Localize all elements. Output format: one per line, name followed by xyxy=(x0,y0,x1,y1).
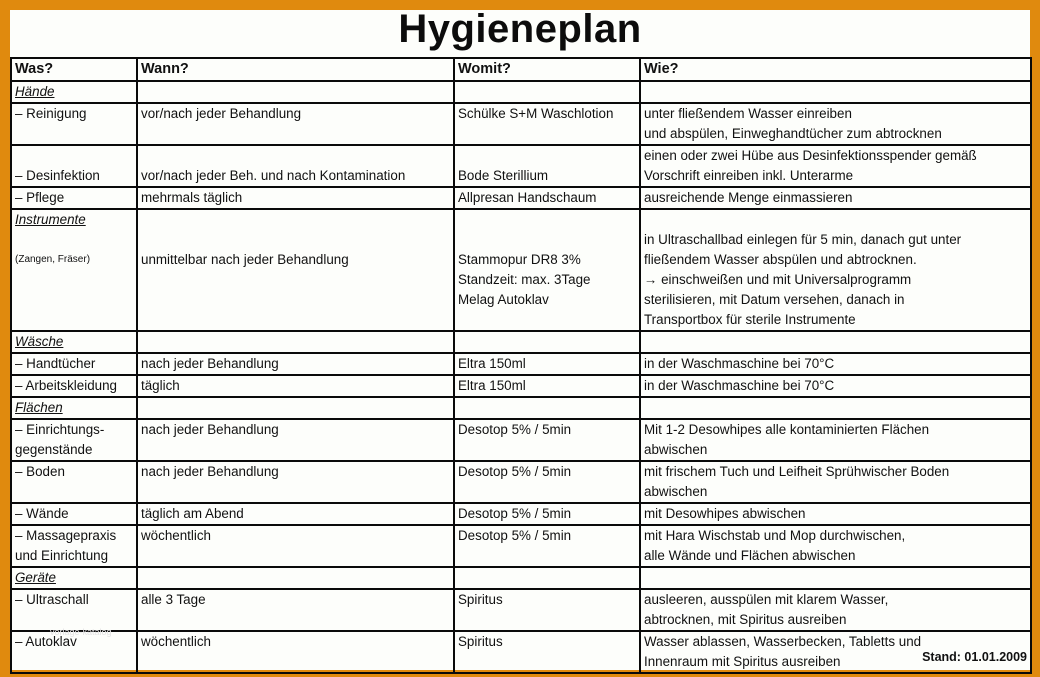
wann-cell: täglich xyxy=(137,375,454,397)
womit-line: Stammopur DR8 3% xyxy=(458,252,581,267)
was-cell: – Handtücher xyxy=(11,353,137,375)
spacer xyxy=(644,210,1027,230)
wie-line: mit frischem Tuch und Leifheit Sprühwischer Boden xyxy=(644,464,950,479)
womit-cell: Allpresan Handschaum xyxy=(454,187,640,209)
category-label: Wäsche xyxy=(11,331,137,353)
category-subnote: (Zangen, Fräser) xyxy=(15,254,91,265)
table-row xyxy=(11,187,1031,209)
wie-cell xyxy=(640,589,1031,631)
category-label: Instrumente xyxy=(15,212,86,227)
stand-date: Stand: 01.01.2009 xyxy=(922,650,1027,664)
header-womit: Womit? xyxy=(454,58,640,81)
womit-cell xyxy=(454,209,640,331)
was-cell: – Reinigung xyxy=(11,103,137,145)
was-cell: – Boden xyxy=(11,461,137,503)
empty-cell xyxy=(454,81,640,103)
wann-cell: nach jeder Behandlung xyxy=(137,419,454,461)
was-line: und Einrichtung xyxy=(15,548,109,563)
empty-cell xyxy=(137,331,454,353)
empty-cell xyxy=(137,397,454,419)
table-row xyxy=(11,375,1031,397)
table-row xyxy=(11,145,1031,187)
wie-line: Wasser ablassen, Wasserbecken, Tabletts und xyxy=(644,634,922,649)
womit-cell: Schülke S+M Waschlotion xyxy=(454,103,640,145)
wie-line: → einschweißen und mit Universalprogramm xyxy=(644,272,912,287)
womit-cell: Eltra 150ml xyxy=(454,353,640,375)
was-cell: – Wände xyxy=(11,503,137,525)
table-header-row xyxy=(11,58,1031,81)
wie-cell xyxy=(640,145,1031,187)
wann-cell: vor/nach jeder Beh. und nach Kontamination xyxy=(137,145,454,187)
wie-line: in Ultraschallbad einlegen für 5 min, danach gut unter xyxy=(644,232,962,247)
category-row-geraete xyxy=(11,567,1031,589)
table-row xyxy=(11,631,1031,673)
womit-cell: Bode Sterillium xyxy=(454,145,640,187)
womit-cell: Spiritus xyxy=(454,631,640,673)
table-row xyxy=(11,503,1031,525)
table-row xyxy=(11,461,1031,503)
womit-cell: Desotop 5% / 5min xyxy=(454,525,640,567)
hygiene-plan-sheet xyxy=(10,7,1030,670)
was-cell: – Ultraschall xyxy=(11,589,137,631)
womit-cell: Eltra 150ml xyxy=(454,375,640,397)
wie-line: und abspülen, Einweghandtücher zum abtrocknen xyxy=(644,126,942,141)
table-row xyxy=(11,353,1031,375)
was-line: gegenstände xyxy=(15,442,93,457)
wie-cell xyxy=(640,525,1031,567)
womit-line: Standzeit: max. 3Tage xyxy=(458,272,591,287)
was-cell xyxy=(11,419,137,461)
header-wann: Wann? xyxy=(137,58,454,81)
was-cell: – Autoklav xyxy=(11,631,137,673)
wie-cell: in der Waschmaschine bei 70°C xyxy=(640,375,1031,397)
wann-cell xyxy=(137,209,454,331)
empty-cell xyxy=(640,397,1031,419)
womit-cell: Desotop 5% / 5min xyxy=(454,503,640,525)
wann-cell: nach jeder Behandlung xyxy=(137,461,454,503)
womit-cell: Desotop 5% / 5min xyxy=(454,419,640,461)
womit-cell: Desotop 5% / 5min xyxy=(454,461,640,503)
wie-line: einen oder zwei Hübe aus Desinfektionsspender gemäß xyxy=(644,148,977,163)
wie-cell xyxy=(640,103,1031,145)
table-row xyxy=(11,103,1031,145)
was-cell: – Desinfektion xyxy=(11,145,137,187)
womit-line: Melag Autoklav xyxy=(458,292,549,307)
wann-cell: vor/nach jeder Behandlung xyxy=(137,103,454,145)
wie-cell xyxy=(640,419,1031,461)
wie-line: abtrocknen, mit Spiritus ausreiben xyxy=(644,612,847,627)
wann-cell: wöchentlich xyxy=(137,525,454,567)
wie-line: ausleeren, ausspülen mit klarem Wasser, xyxy=(644,592,889,607)
was-cell xyxy=(11,209,137,331)
womit-cell: Spiritus xyxy=(454,589,640,631)
wann-cell: mehrmals täglich xyxy=(137,187,454,209)
header-wie: Wie? xyxy=(640,58,1031,81)
table-row-instrumente xyxy=(11,209,1031,331)
wie-line: abwischen xyxy=(644,484,708,499)
wie-line: sterilisieren, mit Datum versehen, danach in xyxy=(644,292,905,307)
watermark-text: vorlage-katalog xyxy=(50,627,112,637)
header-was: Was? xyxy=(11,58,137,81)
table-row xyxy=(11,525,1031,567)
wie-line: Vorschrift einreiben inkl. Unterarme xyxy=(644,168,854,183)
empty-cell xyxy=(137,567,454,589)
category-row-flaechen xyxy=(11,397,1031,419)
empty-cell xyxy=(640,331,1031,353)
wie-cell xyxy=(640,209,1031,331)
wann-cell: alle 3 Tage xyxy=(137,589,454,631)
wie-line: unter fließendem Wasser einreiben xyxy=(644,106,852,121)
empty-cell xyxy=(454,397,640,419)
wann-cell: täglich am Abend xyxy=(137,503,454,525)
category-row-waesche xyxy=(11,331,1031,353)
was-cell xyxy=(11,525,137,567)
document-title: Hygieneplan xyxy=(398,7,642,51)
wie-line: Transportbox für sterile Instrumente xyxy=(644,312,856,327)
empty-cell xyxy=(640,81,1031,103)
empty-cell xyxy=(454,567,640,589)
wie-cell: in der Waschmaschine bei 70°C xyxy=(640,353,1031,375)
category-label: Geräte xyxy=(11,567,137,589)
was-line: – Massagepraxis xyxy=(15,528,117,543)
was-line: – Einrichtungs- xyxy=(15,422,105,437)
wie-cell: mit Desowhipes abwischen xyxy=(640,503,1031,525)
wann-text: unmittelbar nach jeder Behandlung xyxy=(141,252,349,267)
wie-line: fließendem Wasser abspülen und abtrocknen. xyxy=(644,252,917,267)
wie-line: Innenraum mit Spiritus ausreiben xyxy=(644,654,841,669)
wie-line: Mit 1-2 Desowhipes alle kontaminierten Flächen xyxy=(644,422,930,437)
was-cell: – Arbeitskleidung xyxy=(11,375,137,397)
category-label: Flächen xyxy=(11,397,137,419)
wie-line: mit Hara Wischstab und Mop durchwischen, xyxy=(644,528,906,543)
empty-cell xyxy=(640,567,1031,589)
empty-cell xyxy=(137,81,454,103)
empty-cell xyxy=(454,331,640,353)
wie-cell: ausreichende Menge einmassieren xyxy=(640,187,1031,209)
wann-cell: wöchentlich xyxy=(137,631,454,673)
spacer xyxy=(141,210,450,250)
wie-line: abwischen xyxy=(644,442,708,457)
hygiene-table xyxy=(10,57,1032,674)
wie-cell xyxy=(640,461,1031,503)
wann-cell: nach jeder Behandlung xyxy=(137,353,454,375)
spacer xyxy=(458,210,636,250)
wie-line: alle Wände und Flächen abwischen xyxy=(644,548,856,563)
category-row-haende xyxy=(11,81,1031,103)
table-row xyxy=(11,419,1031,461)
category-label: Hände xyxy=(11,81,137,103)
table-row xyxy=(11,589,1031,631)
spacer xyxy=(15,230,133,250)
was-cell: – Pflege xyxy=(11,187,137,209)
